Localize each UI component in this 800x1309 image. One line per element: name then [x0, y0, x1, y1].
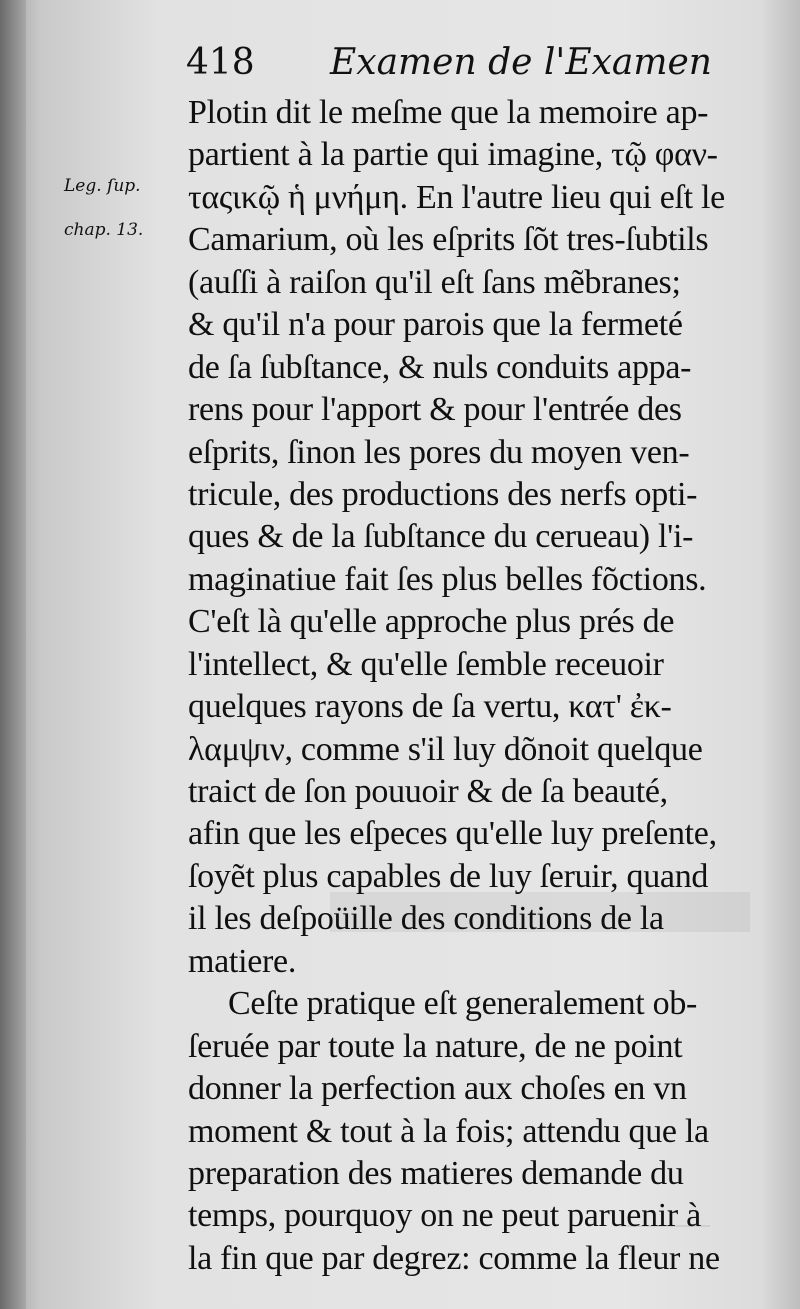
text-line: & qu'il n'a pour parois que la fermeté — [188, 306, 683, 344]
text-line: tricule, des productions des nerfs opti- — [188, 475, 698, 513]
text-line: (auſſi à raiſon qu'il eſt ſans mẽbranes; — [188, 263, 681, 301]
text-line: ſoyẽt plus capables de luy ſeruir, quand — [188, 857, 709, 895]
text-line: afin que les eſpeces qu'elle luy preſente, — [188, 815, 717, 853]
text-line: moment & tout à la fois; attendu que la — [188, 1112, 709, 1150]
text-line: traict de ſon pouuoir & de ſa beauté, — [188, 773, 668, 810]
text-line: donner la perfection aux choſes en vn — [188, 1070, 687, 1108]
body-text — [188, 92, 768, 1280]
text-line: eſprits, ſinon les pores du moyen ven- — [188, 433, 690, 471]
margin-note: chap. 13. — [64, 220, 144, 240]
paragraph-first-line: Ceſte pratique eſt generalement ob- — [228, 985, 698, 1023]
text-line: λαμψιν, comme s'il luy dõnoit quelque — [188, 730, 703, 768]
text-line: matiere. — [188, 942, 297, 980]
text-line: l'intellect, & qu'elle ſemble receuoir — [188, 645, 664, 683]
text-line: Plotin dit le meſme que la memoire ap- — [188, 94, 709, 131]
text-line: ques & de la ſubſtance du cerueau) l'i- — [188, 518, 694, 556]
text-line: preparation des matieres demande du — [188, 1154, 684, 1192]
text-line: il les deſpoüille des conditions de la — [188, 900, 664, 938]
text-line: rens pour l'apport & pour l'entrée des — [188, 391, 682, 429]
text-line: partient à la partie qui imagine, τῷ φαν- — [188, 136, 718, 174]
page-number: 418 — [186, 42, 255, 83]
margin-note: Leg. ſup. — [64, 176, 141, 196]
text-line: la fin que par degrez: comme la fleur ne — [188, 1239, 720, 1277]
text-line: C'eſt là qu'elle approche plus prés de — [188, 603, 675, 641]
text-line: Camarium, où les eſprits ſõt tres-ſubtils — [188, 221, 709, 259]
text-line: de ſa ſubſtance, & nuls conduits appa- — [188, 348, 692, 386]
page-header — [0, 40, 800, 90]
text-line: ταςικῷ ἡ μνήμη. En l'autre lieu qui eſt le — [188, 178, 725, 216]
page-gutter — [0, 0, 26, 1309]
text-line: temps, pourquoy on ne peut paruenir à — [188, 1197, 701, 1235]
text-line: ſeruée par toute la nature, de ne point — [188, 1027, 683, 1065]
running-title: Examen de l'Examen — [330, 42, 712, 83]
text-line: quelques rayons de ſa vertu, κατ' ἐκ- — [188, 688, 672, 726]
text-line: maginatiue fait ſes plus belles fõctions. — [188, 560, 707, 598]
